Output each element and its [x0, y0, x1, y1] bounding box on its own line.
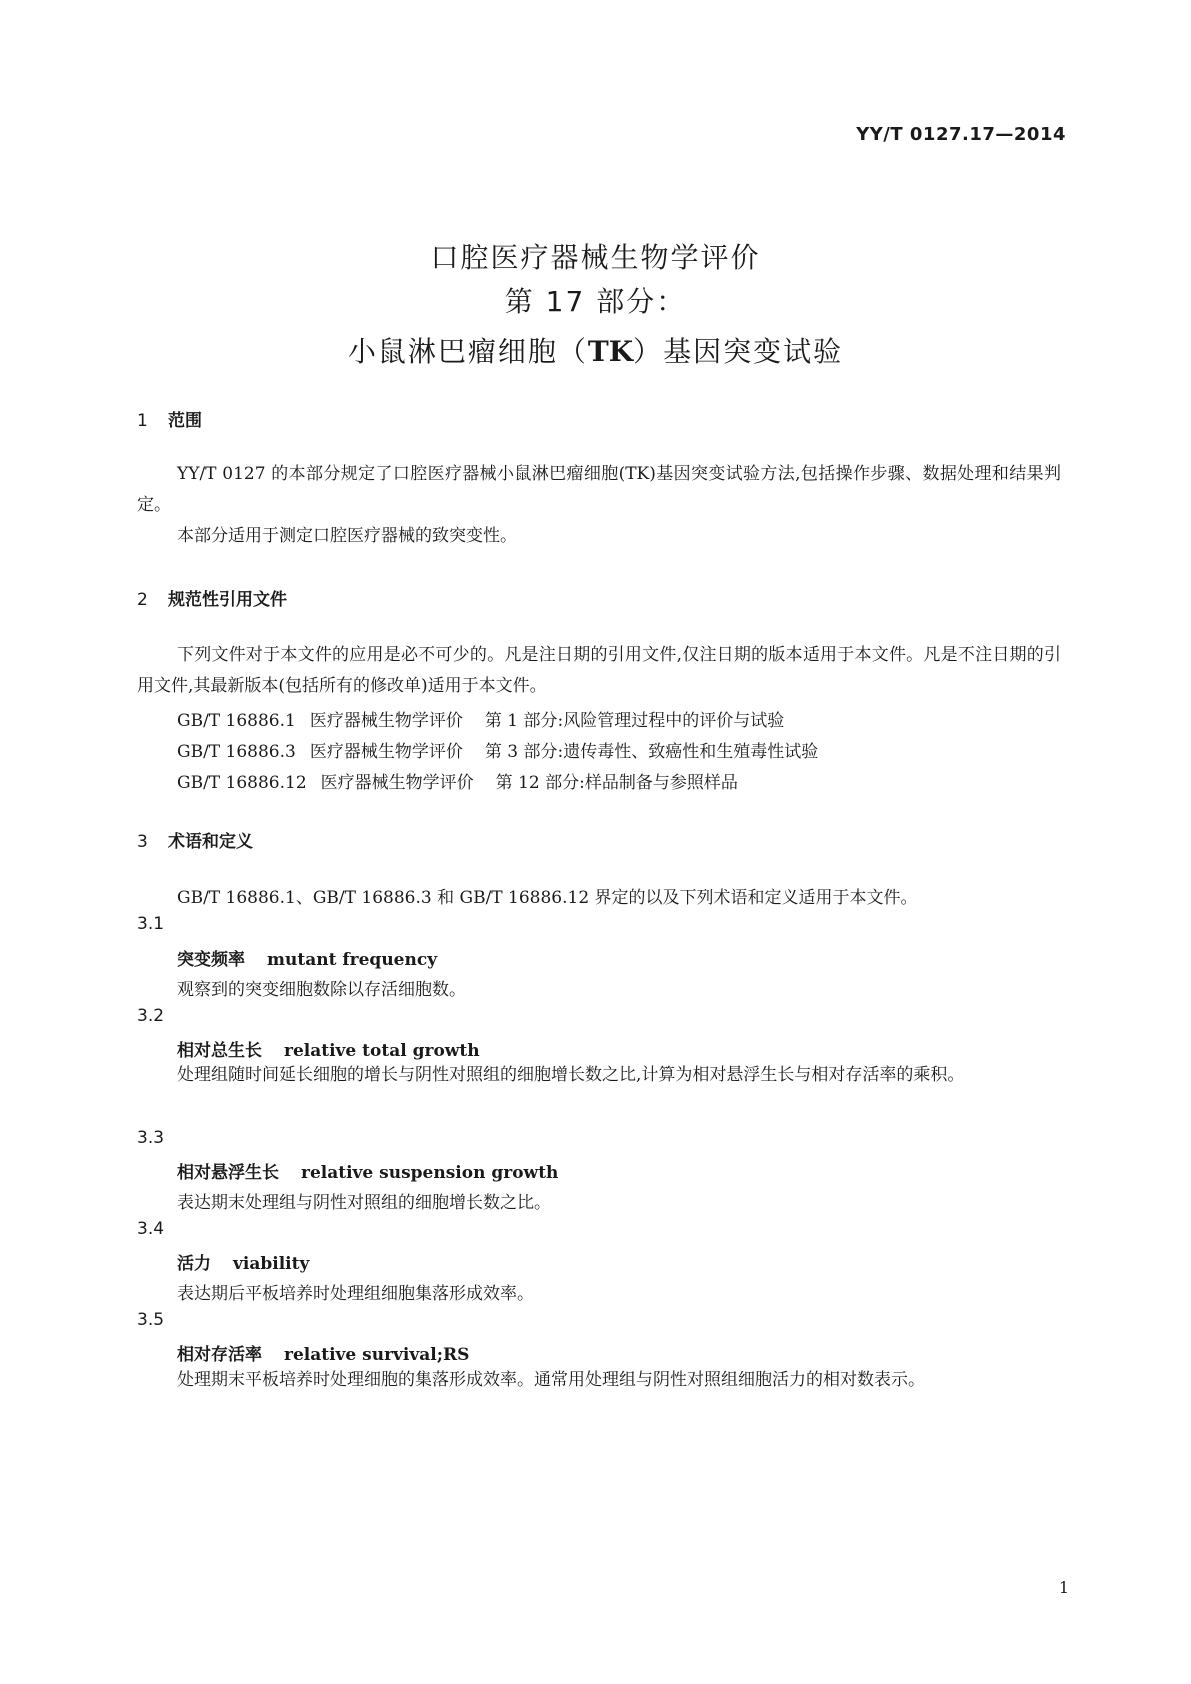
reference-code: GB/T 16886.12 [177, 773, 307, 793]
reference-part: 第 3 部分:遗传毒性、致癌性和生殖毒性试验 [484, 742, 819, 762]
section-2-heading [137, 585, 287, 610]
title-line-3 [0, 330, 1191, 370]
term-zh: 突变频率 [177, 950, 245, 970]
section-title: 范围 [168, 411, 202, 431]
section-number: 3 [137, 832, 148, 852]
clause-number: 3.1 [137, 914, 165, 934]
term-zh: 相对总生长 [177, 1041, 262, 1061]
term-heading [177, 1036, 480, 1061]
reference-part: 第 1 部分:风险管理过程中的评价与试验 [484, 711, 785, 731]
term-zh: 相对存活率 [177, 1345, 262, 1365]
page-number: 1 [1058, 1578, 1069, 1597]
title-line-3-latin: TK [587, 335, 634, 368]
title-line-2: 第 17 部分： [504, 285, 687, 318]
reference-code: GB/T 16886.3 [177, 742, 296, 762]
reference-item [177, 706, 784, 731]
section-1-paragraph-1: YY/T 0127 的本部分规定了口腔医疗器械小鼠淋巴瘤细胞(TK)基因突变试验方法,包括操作步骤、数据处理和结果判定。 [137, 464, 1061, 515]
term-definition: 表达期末处理组与阴性对照组的细胞增长数之比。 [177, 1193, 551, 1213]
term-en: mutant frequency [267, 950, 438, 970]
standard-number: YY/T 0127.17—2014 [856, 124, 1066, 145]
section-title: 规范性引用文件 [168, 590, 287, 610]
term-definition: 处理期末平板培养时处理细胞的集落形成效率。通常用处理组与阴性对照组细胞活力的相对数表示。 [177, 1370, 925, 1390]
term-heading [177, 1158, 558, 1183]
title-line-3-prefix: 小鼠淋巴瘤细胞（ [347, 335, 588, 368]
term-en: relative survival;RS [284, 1345, 470, 1365]
reference-item [177, 737, 818, 762]
term-en: viability [233, 1254, 310, 1274]
term-definition: 处理组随时间延长细胞的增长与阴性对照组的细胞增长数之比,计算为相对悬浮生长与相对存活率的乘积。 [177, 1065, 965, 1085]
term-definition: 表达期后平板培养时处理组细胞集落形成效率。 [177, 1284, 534, 1304]
reference-code: GB/T 16886.1 [177, 711, 296, 731]
clause-number: 3.4 [137, 1219, 165, 1239]
term-en: relative total growth [284, 1041, 480, 1061]
section-3-intro: GB/T 16886.1、GB/T 16886.3 和 GB/T 16886.12 界定的以及下列术语和定义适用于本文件。 [177, 888, 918, 908]
section-3-heading [137, 827, 253, 852]
title-line-1: 口腔医疗器械生物学评价 [430, 241, 761, 274]
reference-title: 医疗器械生物学评价 [309, 711, 463, 731]
reference-title: 医疗器械生物学评价 [320, 773, 474, 793]
reference-item [177, 768, 738, 793]
section-title: 术语和定义 [168, 832, 253, 852]
section-number: 1 [137, 411, 148, 431]
title-line-3-suffix: ）基因突变试验 [633, 335, 844, 368]
clause-number: 3.5 [137, 1310, 165, 1330]
term-zh: 活力 [177, 1254, 211, 1274]
term-definition: 观察到的突变细胞数除以存活细胞数。 [177, 980, 466, 1000]
reference-part: 第 12 部分:样品制备与参照样品 [495, 773, 738, 793]
term-heading [177, 1249, 309, 1274]
term-en: relative suspension growth [301, 1163, 559, 1183]
clause-number: 3.2 [137, 1006, 165, 1026]
reference-title: 医疗器械生物学评价 [309, 742, 463, 762]
term-zh: 相对悬浮生长 [177, 1163, 279, 1183]
section-number: 2 [137, 590, 148, 610]
term-heading [177, 1340, 469, 1365]
section-2-paragraph-1: 下列文件对于本文件的应用是必不可少的。凡是注日期的引用文件,仅注日期的版本适用于本文件。凡是不注日期的引用文件,其最新版本(包括所有的修改单)适用于本文件。 [137, 645, 1061, 696]
clause-number: 3.3 [137, 1128, 165, 1148]
section-1-heading [137, 406, 202, 431]
section-1-paragraph-2: 本部分适用于测定口腔医疗器械的致突变性。 [177, 526, 517, 546]
term-heading [177, 945, 437, 970]
